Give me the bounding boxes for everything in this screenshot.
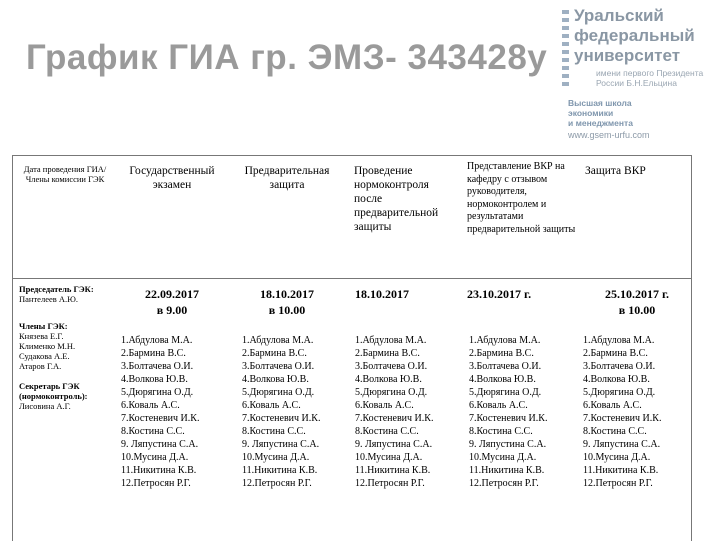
student-item: 11.Никитина К.В. [469, 465, 545, 476]
student-item: 1.Абдулова М.А. [583, 335, 655, 346]
student-item: 6.Коваль А.С. [355, 400, 414, 411]
date-normcontrol: 18.10.2017 [355, 287, 409, 301]
student-item: 9. Ляпустина С.А. [242, 439, 320, 450]
student-item: 3.Болтачева О.И. [242, 361, 315, 372]
column-header-preliminary-defense: Предварительная защита [244, 165, 330, 191]
student-item: 6.Коваль А.С. [583, 400, 642, 411]
member-item: Князева Е.Г. [19, 331, 64, 341]
student-item: 11.Никитина К.В. [242, 465, 318, 476]
student-item: 11.Никитина К.В. [583, 465, 659, 476]
student-item: 4.Волкова Ю.В. [121, 374, 188, 385]
student-item: 12.Петросян Р.Г. [355, 478, 425, 489]
student-item: 5.Дюрягина О.Д. [469, 387, 542, 398]
student-item: 6.Коваль А.С. [242, 400, 301, 411]
student-item: 8.Костина С.С. [121, 426, 185, 437]
student-item: 5.Дюрягина О.Д. [355, 387, 428, 398]
student-item: 3.Болтачева О.И. [583, 361, 656, 372]
student-item: 7.Костеневич И.К. [469, 413, 548, 424]
student-item: 12.Петросян Р.Г. [583, 478, 653, 489]
student-item: 2.Бармина В.С. [583, 348, 648, 359]
student-item: 10.Мусина Д.А. [583, 452, 651, 463]
student-item: 12.Петросян Р.Г. [469, 478, 539, 489]
student-item: 2.Бармина В.С. [242, 348, 307, 359]
date-defense: 25.10.2017 г. в 10.00 [604, 287, 670, 317]
student-item: 7.Костеневич И.К. [121, 413, 200, 424]
student-item: 1.Абдулова М.А. [242, 335, 314, 346]
student-item: 1.Абдулова М.А. [121, 335, 193, 346]
column-header-defense: Защита ВКР [585, 165, 646, 177]
members-label: Члены ГЭК: [19, 321, 68, 331]
student-item: 3.Болтачева О.И. [469, 361, 542, 372]
student-item: 10.Мусина Д.А. [469, 452, 537, 463]
student-item: 2.Бармина В.С. [121, 348, 186, 359]
student-item: 8.Костина С.С. [583, 426, 647, 437]
student-item: 6.Коваль А.С. [121, 400, 180, 411]
chairman-label: Председатель ГЭК: [19, 284, 94, 294]
university-logo [562, 4, 718, 144]
student-item: 7.Костеневич И.К. [242, 413, 321, 424]
student-item: 9. Ляпустина С.А. [583, 439, 661, 450]
column-header-normcontrol: Проведение нормоконтроля после предварительной защиты [354, 165, 439, 233]
date-submission: 23.10.2017 г. [467, 287, 532, 301]
student-item: 1.Абдулова М.А. [355, 335, 427, 346]
student-item: 5.Дюрягина О.Д. [121, 387, 194, 398]
logo-url: www.gsem-urfu.com [568, 130, 650, 140]
member-item: Клименко М.Н. [19, 341, 76, 351]
student-list-defense [583, 334, 661, 490]
column-header-submission: Представление ВКР на кафедру с отзывом руководителя, нормоконтролем и результатами предварительной защиты [467, 161, 576, 235]
student-item: 3.Болтачева О.И. [355, 361, 428, 372]
student-item: 11.Никитина К.В. [355, 465, 431, 476]
student-item: 10.Мусина Д.А. [242, 452, 310, 463]
student-item: 10.Мусина Д.А. [355, 452, 423, 463]
table-divider [13, 278, 691, 279]
student-item: 8.Костина С.С. [355, 426, 419, 437]
student-item: 9. Ляпустина С.А. [355, 439, 433, 450]
student-item: 8.Костина С.С. [469, 426, 533, 437]
logo-university-name: Уральский федеральный университет [574, 6, 695, 65]
student-list-submission [469, 334, 547, 490]
date-state-exam: 22.09.2017 в 9.00 [145, 287, 199, 317]
student-list-state-exam [121, 334, 199, 490]
page-title: График ГИА гр. ЭМЗ- 343428у [26, 38, 548, 77]
left-column-header: Дата проведения ГИА/ Члены комиссии ГЭК [23, 164, 107, 184]
student-item: 12.Петросян Р.Г. [242, 478, 312, 489]
student-item: 2.Бармина В.С. [355, 348, 420, 359]
student-item: 2.Бармина В.С. [469, 348, 534, 359]
student-item: 10.Мусина Д.А. [121, 452, 189, 463]
student-list-preliminary-defense [242, 334, 320, 490]
secretary-name: Лисовина А.Г. [19, 401, 71, 411]
logo-mark-icon [562, 10, 569, 90]
student-item: 6.Коваль А.С. [469, 400, 528, 411]
student-item: 4.Волкова Ю.В. [355, 374, 422, 385]
student-item: 4.Волкова Ю.В. [242, 374, 309, 385]
column-header-state-exam: Государственный экзамен [129, 165, 215, 191]
date-preliminary-defense: 18.10.2017 в 10.00 [260, 287, 314, 317]
student-item: 7.Костеневич И.К. [355, 413, 434, 424]
commission-block [19, 284, 119, 411]
student-item: 9. Ляпустина С.А. [121, 439, 199, 450]
logo-president-name: имени первого Президента России Б.Н.Ельцина [596, 68, 704, 88]
member-item: Атаров Г.А. [19, 361, 62, 371]
student-item: 5.Дюрягина О.Д. [242, 387, 315, 398]
student-item: 5.Дюрягина О.Д. [583, 387, 656, 398]
student-item: 1.Абдулова М.А. [469, 335, 541, 346]
chairman-name: Пантелеев А.Ю. [19, 294, 78, 304]
student-item: 4.Волкова Ю.В. [469, 374, 536, 385]
student-list-normcontrol [355, 334, 433, 490]
schedule-table [12, 155, 692, 541]
student-item: 12.Петросян Р.Г. [121, 478, 191, 489]
student-item: 3.Болтачева О.И. [121, 361, 194, 372]
logo-school-name: Высшая школа экономики и менеджмента [568, 98, 633, 128]
student-item: 8.Костина С.С. [242, 426, 306, 437]
member-item: Судакова А.Е. [19, 351, 70, 361]
secretary-label: Секретарь ГЭК (нормоконтроль): [19, 381, 88, 401]
student-item: 9. Ляпустина С.А. [469, 439, 547, 450]
student-item: 11.Никитина К.В. [121, 465, 197, 476]
student-item: 4.Волкова Ю.В. [583, 374, 650, 385]
student-item: 7.Костеневич И.К. [583, 413, 662, 424]
